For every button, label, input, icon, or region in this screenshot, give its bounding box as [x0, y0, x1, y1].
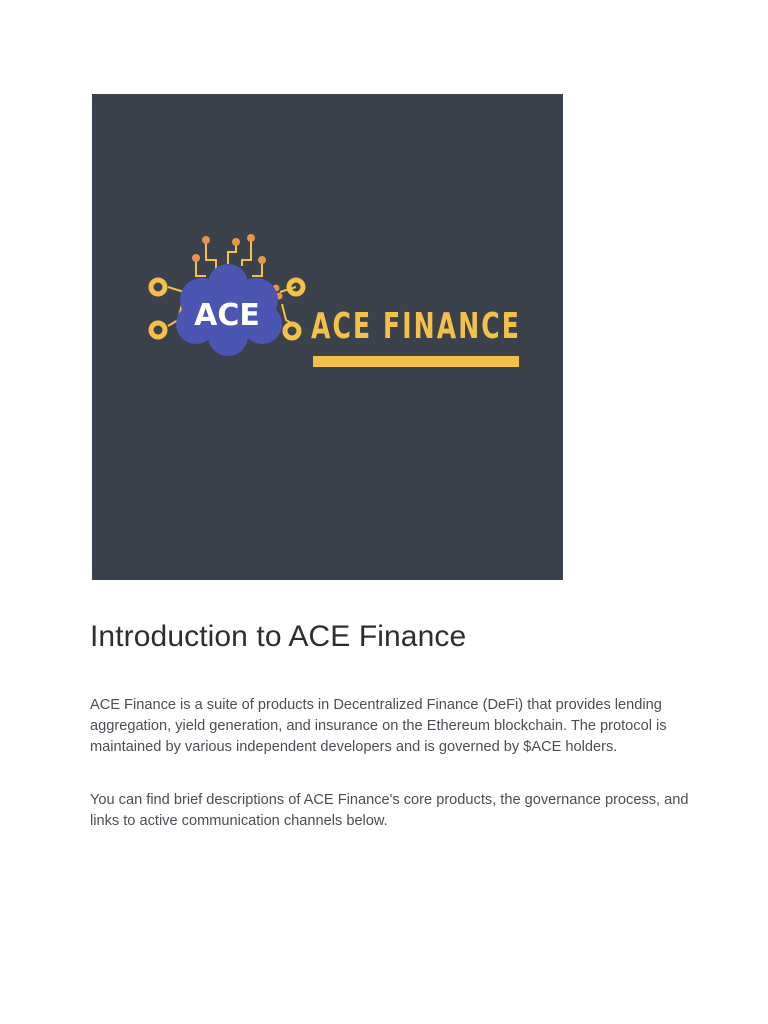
intro-paragraph: ACE Finance is a suite of products in Decentralized Finance (DeFi) that provides lending aggregation, yield generation, and insurance on the Ethereum blockchain. The protocol is maintained by various independent developers and is governed by $ACE holders. — [90, 697, 667, 755]
logo-wordmark: ACE FINANCE — [311, 306, 521, 347]
description-paragraph: You can find brief descriptions of ACE Finance's core products, the governance process, and links to active communication channels below. — [90, 792, 689, 829]
hero-image — [92, 94, 563, 580]
ace-finance-logo — [92, 94, 563, 580]
logo-badge-text: ACE — [194, 298, 260, 333]
logo-underline-bar — [313, 356, 519, 367]
page-title: Introduction to ACE Finance — [90, 620, 467, 653]
